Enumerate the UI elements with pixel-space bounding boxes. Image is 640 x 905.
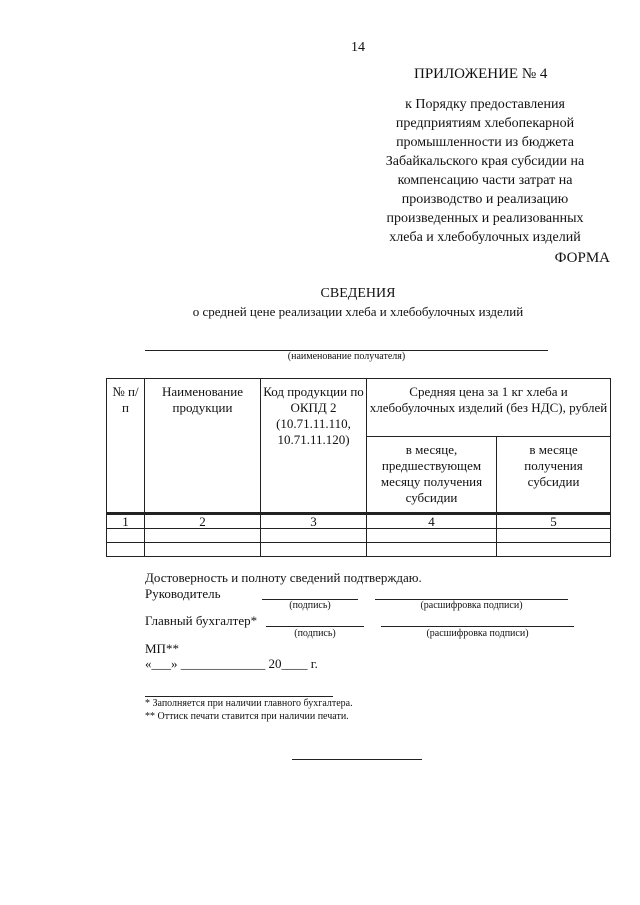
accountant-signature-line[interactable]: [266, 626, 364, 627]
appendix-description: [360, 95, 610, 247]
table-cell[interactable]: [497, 543, 611, 557]
appendix-title: ПРИЛОЖЕНИЕ № 4: [414, 66, 548, 82]
column-number: 5: [497, 515, 611, 529]
confirmation-text: Достоверность и полноту сведений подтверждаю.: [145, 570, 422, 585]
head-label: Руководитель: [145, 586, 221, 601]
accountant-decoding-caption: (расшифровка подписи): [426, 628, 529, 639]
form-label: ФОРМА: [554, 250, 610, 266]
appendix-line: к Порядку предоставления: [405, 97, 565, 112]
header-product-code: Код продукции по ОКПД 2 (10.71.11.110, 10.71.11.120): [261, 379, 367, 514]
table-cell[interactable]: [261, 543, 367, 557]
accountant-signature-caption: (подпись): [294, 628, 336, 639]
bottom-separator: [292, 759, 422, 760]
appendix-line: произведенных и реализованных: [386, 211, 584, 226]
header-previous-month: в месяце, предшествующем месяцу получения субсидии: [367, 437, 497, 514]
appendix-line: хлеба и хлебобулочных изделий: [389, 230, 581, 245]
table-row: [107, 529, 611, 543]
table-cell[interactable]: [367, 529, 497, 543]
column-number: 3: [261, 515, 367, 529]
table-cell[interactable]: [145, 543, 261, 557]
column-number: 2: [145, 515, 261, 529]
appendix-line: промышленности из бюджета: [396, 135, 574, 150]
table-row: [107, 543, 611, 557]
header-product-name: Наименование продукции: [145, 379, 261, 514]
footnote-separator: [145, 696, 333, 697]
header-subsidy-month: в месяце получения субсидии: [497, 437, 611, 514]
table-cell[interactable]: [261, 529, 367, 543]
chief-accountant-label: Главный бухгалтер*: [145, 613, 258, 628]
date-line[interactable]: «___» _____________ 20____ г.: [145, 656, 318, 671]
table-cell[interactable]: [497, 529, 611, 543]
header-number: № п/п: [107, 379, 145, 514]
appendix-line: предприятиям хлебопекарной: [395, 116, 575, 131]
table-cell[interactable]: [107, 529, 145, 543]
head-decoding-caption: (расшифровка подписи): [420, 600, 523, 611]
appendix-line: Забайкальского края субсидии на: [385, 154, 585, 169]
table-cell[interactable]: [145, 529, 261, 543]
accountant-decoding-line[interactable]: [381, 626, 574, 627]
price-table: [106, 378, 611, 557]
footnote-stamp: ** Оттиск печати ставится при наличии печати.: [145, 711, 349, 722]
table-cell[interactable]: [107, 543, 145, 557]
recipient-caption: (наименование получателя): [287, 351, 406, 362]
appendix-line: производство и реализацию: [401, 192, 569, 207]
footnote-accountant: * Заполняется при наличии главного бухгалтера.: [145, 698, 353, 709]
document-title: СВЕДЕНИЯ: [320, 286, 396, 301]
table-cell[interactable]: [367, 543, 497, 557]
stamp-label: МП**: [145, 641, 179, 656]
column-number: 1: [107, 515, 145, 529]
head-signature-caption: (подпись): [289, 600, 331, 611]
header-average-price: Средняя цена за 1 кг хлеба и хлебобулочных изделий (без НДС), рублей: [367, 379, 611, 437]
column-number: 4: [367, 515, 497, 529]
document-subtitle: о средней цене реализации хлеба и хлебобулочных изделий: [192, 304, 524, 319]
page-number: 14: [351, 40, 365, 55]
appendix-line: компенсацию части затрат на: [397, 173, 573, 188]
